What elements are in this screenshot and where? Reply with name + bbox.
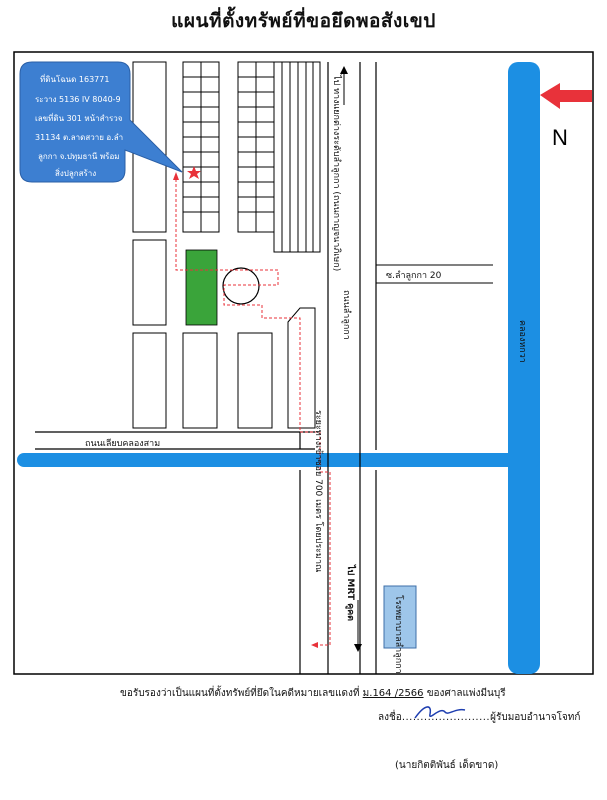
main-road-label: ถนนลำลูกกา	[341, 290, 351, 340]
canal-horizontal	[17, 453, 540, 467]
signature-dots: ........................	[401, 712, 491, 723]
north-arrow-icon	[540, 83, 592, 109]
roundabout	[223, 268, 259, 304]
grid-block-1	[183, 62, 219, 232]
green-area	[186, 250, 217, 325]
callout-line-6: สิ่งปลูกสร้าง	[55, 169, 97, 178]
side-road-top-label: ไป ทางแยกต่างระดับลำลูกกา (ถนนกาญจนาภิเษก)	[331, 75, 341, 272]
callout-line-5: ลูกกา จ.ปทุมธานี พร้อม	[38, 152, 120, 161]
cert-case-number: ม.164 /2566	[362, 688, 424, 699]
canal-road-label: ถนนเลียบคลองสาม	[85, 439, 161, 449]
grid-block-3	[274, 62, 320, 252]
cert-text-after: ของศาลแพ่งมีนบุรี	[426, 688, 506, 699]
north-label: N	[552, 125, 568, 150]
callout-line-1: ที่ดินโฉนด 163771	[40, 75, 110, 84]
grid-block-2	[238, 62, 274, 232]
canal-vertical-label: คลองหกวา	[517, 320, 527, 363]
route-path	[176, 178, 330, 645]
map-title: แผนที่ตั้งทรัพย์ที่ขอยึดพอสังเขป	[171, 10, 436, 32]
property-star-icon	[187, 166, 201, 179]
callout-line-2: ระวาง 5136 IV 8040-9	[35, 95, 121, 104]
certification-line	[120, 686, 600, 701]
callout-line-4: 31134 ต.ลาดสวาย อ.ลำ	[35, 133, 124, 142]
soi-label: ซ.ลำลูกกา 20	[386, 271, 442, 281]
signature-line	[378, 710, 580, 725]
cert-text-before: ขอรับรองว่าเป็นแผนที่ตั้งทรัพย์ที่ยึดในคดีหมายเลขแดงที่	[120, 688, 360, 699]
signature-scribble-icon	[410, 700, 470, 724]
callout	[20, 62, 182, 182]
hospital-label: โรงพยาบาลลำลูกกา	[393, 595, 403, 674]
signature-role: ผู้รับมอบอำนาจโจทก์	[490, 712, 581, 723]
canal-vertical	[508, 62, 540, 674]
side-road-bottom-label: ไป MRT คูคต	[345, 565, 355, 622]
callout-line-3: เลขที่ดิน 301 หน้าสำรวจ	[35, 114, 123, 123]
distance-note: ระยะทางเข้าซอย 700 เมตร โดยประมาณ	[313, 410, 323, 573]
signatory-name: (นายกิตติพันธ์ เด็ดขาด)	[395, 760, 499, 771]
signature-label: ลงชื่อ	[378, 712, 402, 723]
